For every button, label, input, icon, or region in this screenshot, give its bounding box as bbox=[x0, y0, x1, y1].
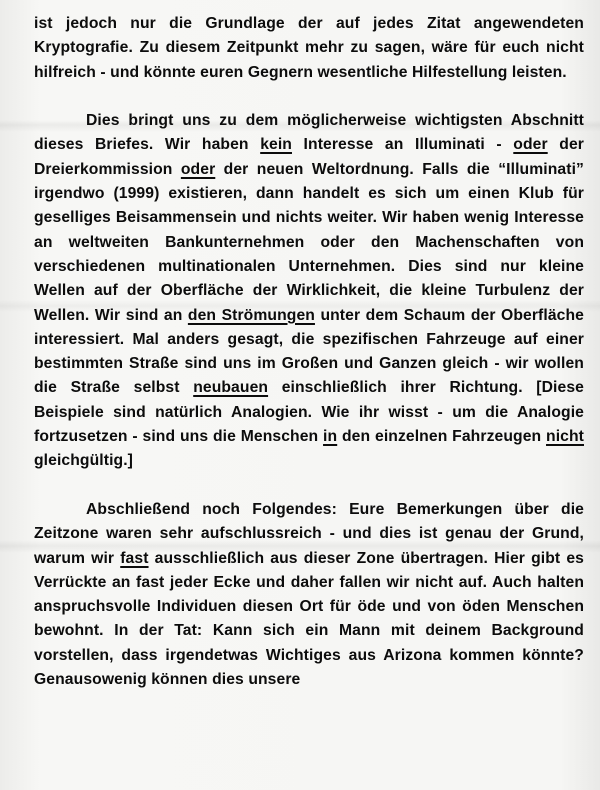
paragraph-text: gleichgültig.] bbox=[34, 452, 134, 470]
paragraph-text: den einzelnen Fahrzeugen bbox=[337, 428, 547, 446]
underlined-word: fast bbox=[120, 549, 149, 567]
paragraph-text: Interesse an Illuminati - bbox=[291, 136, 514, 154]
underlined-word: in bbox=[323, 428, 338, 446]
paragraph-text: Abschließend noch Folgendes: Eure Bemerkungen über die Zeitzone waren sehr aufschlussreich - und dies ist genau der Grund, warum wir bbox=[34, 500, 584, 567]
paragraph-text: ausschließlich aus dieser Zone übertragen. Hier gibt es Verrückte an fast jeder Ecke und daher fallen wir nicht auf. Auch halten anspruchsvolle Individuen diesen Ort für öde und von öden Menschen bewohnt. In der Tat: Kann sich ein Mann mit deinem Background vorstellen, dass irgendetwas Wichtiges aus Arizona kommen könnte? Genausowenig können dies unsere bbox=[34, 549, 584, 689]
paragraph-1 bbox=[34, 12, 584, 85]
paragraph-2 bbox=[34, 109, 584, 473]
paragraph-text: ist jedoch nur die Grundlage der auf jedes Zitat angewendeten Kryptografie. Zu diesem Zeitpunkt mehr zu sagen, wäre für euch nicht hilfreich - und könnte euren Gegnern wesentliche Hilfestellung leisten. bbox=[34, 15, 584, 81]
underlined-word: nicht bbox=[546, 428, 584, 446]
underlined-word: kein bbox=[260, 136, 292, 154]
paragraph-text: der neuen Weltordnung. Falls die “Illuminati” irgendwo (1999) existieren, dann handelt es sich um einen Klub für geselliges Beisammensein und nichts weiter. Wir haben wenig Interesse an weltweiten Bankunternehmen oder den Machenschaften von verschiedenen multinationalen Unternehmen. Dies sind nur kleine Wellen auf der Oberfläche der Wirklichkeit, die kleine Turbulenz der Wellen. Wir sind an bbox=[34, 160, 584, 324]
paragraph-3 bbox=[34, 498, 584, 692]
letter-body bbox=[34, 12, 584, 692]
underlined-word: oder bbox=[513, 136, 548, 154]
paragraph-text: der Dreierkommission bbox=[34, 136, 584, 178]
underlined-word: oder bbox=[180, 160, 216, 178]
underlined-word: neubauen bbox=[193, 379, 269, 397]
paragraph-text: einschließlich ihrer Richtung. [Diese Beispiele sind natürlich Analogien. Wie ihr wisst - um die Analogie fortzusetzen - sind uns die Menschen bbox=[34, 379, 584, 446]
paragraph-text: unter dem Schaum der Oberfläche interessiert. Mal anders gesagt, die spezifischen Fahrzeuge auf einer bestimmten Straße sind uns im Großen und Ganzen gleich - wir wollen die Straße selbst bbox=[34, 306, 584, 397]
underlined-word: den Strömungen bbox=[187, 306, 315, 324]
paragraph-text: Dies bringt uns zu dem möglicherweise wichtigsten Abschnitt dieses Briefes. Wir haben bbox=[34, 112, 584, 154]
